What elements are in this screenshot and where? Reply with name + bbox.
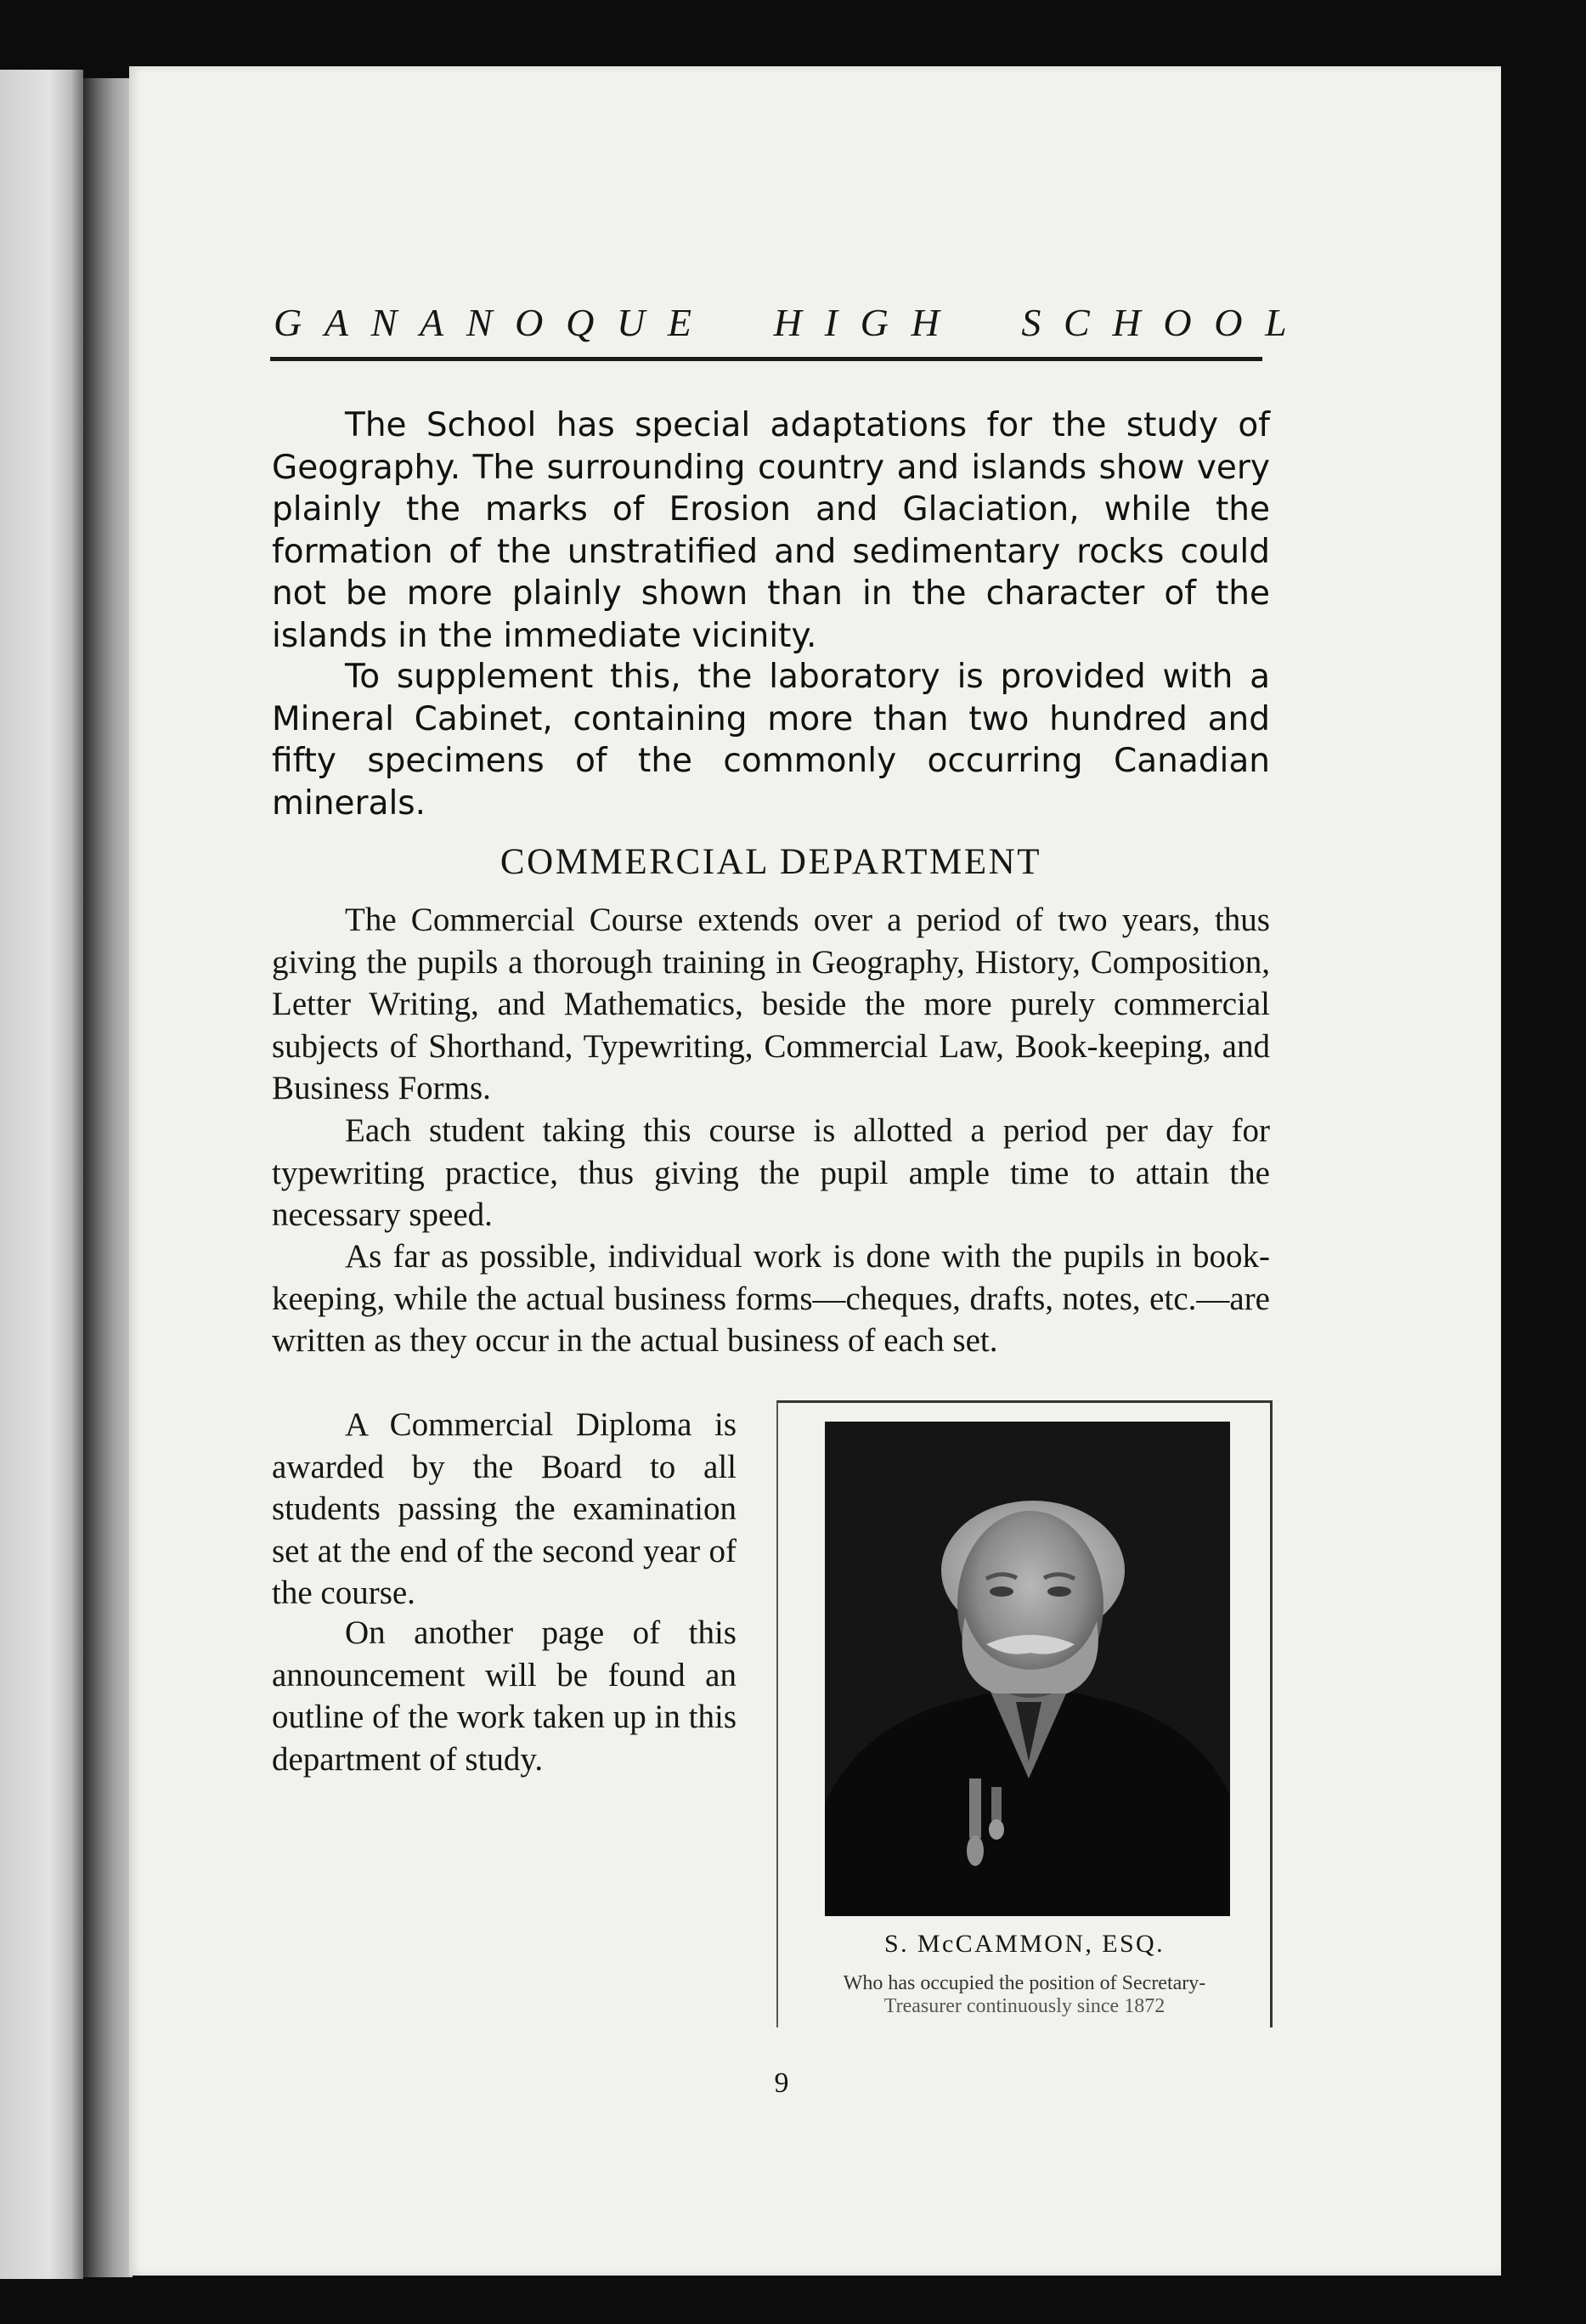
paragraph-diploma: A Commercial Diploma is awarded by the Board to all students passing the examination set at the end of the second year of the course. <box>272 1406 737 1611</box>
page-number: 9 <box>774 2067 789 2099</box>
paragraph-typewriting: Each student taking this course is allotted a period per day for typewriting practice, thus giving the pupil ample time to attain the necessary speed. <box>272 1112 1270 1233</box>
paragraph-commercial-course: The Commercial Course extends over a period of two years, thus giving the pupils a thorough training in Geography, History, Composition, Letter Writing, and Mathematics, beside the more purely commercial subjects of Shorthand, Typewriting, Commercial Law, Book-keeping, and Business Forms. <box>272 902 1270 1106</box>
header-rule <box>270 357 1262 361</box>
running-head-word-2: HIGH <box>773 301 962 344</box>
portrait-photo <box>825 1422 1230 1916</box>
paragraph-geography: The School has special adaptations for the study of Geography. The surrounding country and islands show very plainly the marks of Erosion and Glaciation, while the formation of the unstratified and sedimentary rocks could not be more plainly shown than in the character of the islands in the immediate vicinity. <box>272 406 1270 655</box>
running-head <box>274 297 1310 348</box>
book-binding-gutter <box>83 78 133 2277</box>
paragraph-mineral-cabinet: To supplement this, the laboratory is provided with a Mineral Cabinet, containing more than two hundred and fifty specimens of the commonly occurring Canadian minerals. <box>272 658 1270 823</box>
photo-caption-line-2: Treasurer continuously since 1872 <box>883 1995 1166 2017</box>
photo-caption-name: S. McCAMMON, ESQ. <box>883 1930 1165 1958</box>
facing-page-edge <box>0 70 83 2279</box>
portrait-illustration <box>825 1422 1230 1916</box>
section-title: COMMERCIAL DEPARTMENT <box>500 842 1042 882</box>
running-head-word-1: GANANOQUE <box>274 301 714 344</box>
paragraph-individual-work: As far as possible, individual work is done with the pupils in book-keeping, while the actual business forms—cheques, drafts, notes, etc.—are written as they occur in the actual business of each set. <box>272 1238 1270 1359</box>
photo-caption-line-1: Who has occupied the position of Secretary- <box>843 1972 1206 1994</box>
paragraph-outline: On another page of this announcement will be found an outline of the work taken up in this department of study. <box>272 1614 737 1778</box>
running-head-word-3: SCHOOL <box>1021 301 1310 344</box>
